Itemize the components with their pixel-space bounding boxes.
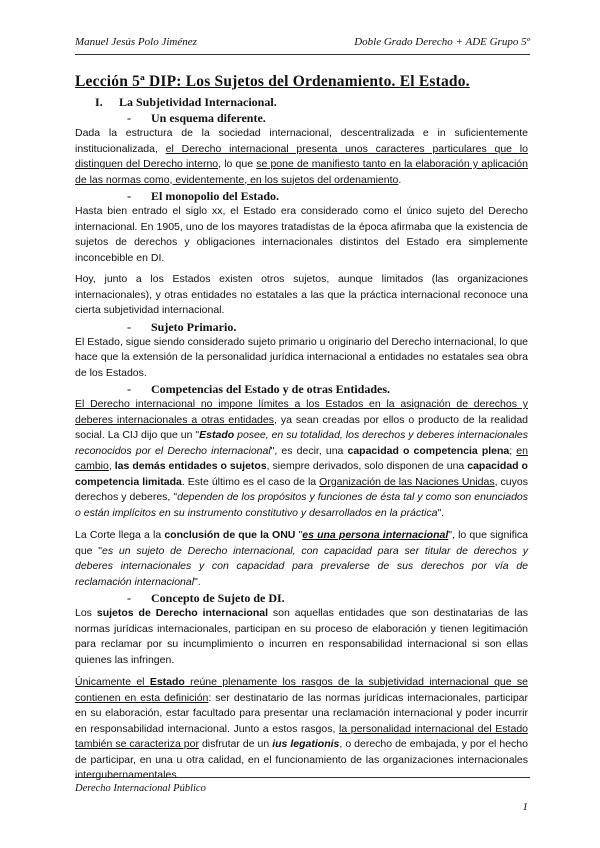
- subheading-label: El monopolio del Estado.: [151, 189, 280, 203]
- paragraph-competencias-1: El Derecho internacional no impone límites a los Estados en la asignación de derechos y deberes internacionales a otras entidades, ya sean creadas por ellos o producto de la realidad social. La CIJ dijo que un "Estado posee, en su totalidad, los derechos y deberes internacionales reconocidos por el Derecho internacional", es decir, una capacidad o competencia plena; en cambio, las demás entidades o sujetos, siempre derivados, solo disponen de una capacidad o competencia limitada. Este último es el caso de la Organización de las Naciones Unidas, cuyos derechos y deberes, "dependen de los propósitos y funciones de ésta tal y como son enunciados o están implícitos en su instrumento constitutivo y desarrollados en la práctica".: [75, 398, 529, 519]
- page-header: [75, 36, 530, 52]
- subheading-label: Competencias del Estado y de otras Entidades.: [151, 382, 391, 396]
- section-number: I.: [95, 95, 103, 109]
- section-label: La Subjetividad Internacional.: [119, 95, 277, 109]
- header-author: Manuel Jesús Polo Jiménez: [75, 36, 197, 48]
- subheading-label: Un esquema diferente.: [151, 111, 266, 125]
- header-course: Doble Grado Derecho + ADE Grupo 5º: [354, 36, 530, 48]
- subheading-label: Sujeto Primario.: [151, 319, 237, 334]
- section-heading: [95, 94, 528, 110]
- footer-rule: [75, 777, 530, 778]
- paragraph-concepto-2: Únicamente el Estado reúne plenamente los rasgos de la subjetividad internacional que se contienen en esta definición: ser destinatario de las normas jurídicas internacionales, participar en su elaboración, estar facultado para presentar una reclamación internacional y poder incurrir en responsabilidad internacional. Junto a estos rasgos, la personalidad internacional del Estado también se caracteriza por disfrutar de un ius legationis, o derecho de embajada, y por el hecho de participar, en una u otra calidad, en el funcionamiento de las organizaciones internacionales intergubernamentales.: [75, 676, 528, 781]
- subheading-label: Concepto de Sujeto de DI.: [151, 591, 285, 605]
- paragraph-concepto-1: Los sujetos de Derecho internacional son aquellas entidades que son destinatarias de las normas jurídicas internacionales, participan en su proceso de elaboración y tienen legitimación para reclamar por su incumplimiento o incurren en responsabilidad internacional si son ellas quienes las infringen.: [75, 607, 528, 666]
- subheading-monopolio: - El monopolio del Estado.: [127, 189, 280, 203]
- footer-subject: Derecho Internacional Público: [75, 783, 206, 794]
- paragraph-monopolio-2: Hoy, junto a los Estados existen otros sujetos, aunque limitados (las organizaciones internacionales), y otras entidades no estatales a las que la práctica internacional reconoce una cierta subjetividad internacional.: [75, 273, 528, 316]
- paragraph-monopolio-1: Hasta bien entrado el siglo xx, el Estado era considerado como el único sujeto del Derecho internacional. En 1905, uno de los mayores tratadistas de la época afirmaba que la existencia de sujetos de derechos y obligaciones internacionales distintos del Estado era simplemente inconcebible en DI.: [75, 205, 528, 264]
- subheading-concepto: - Concepto de Sujeto de DI.: [127, 591, 285, 605]
- subheading-sujeto-primario: - Sujeto Primario.: [127, 319, 237, 334]
- paragraph-sujeto-primario: El Estado, sigue siendo considerado sujeto primario u originario del Derecho internacional, lo que hace que la extensión de la personalidad jurídica internacional a entidades no estatales sea obra de los Estados.: [75, 335, 528, 379]
- paragraph-competencias-2: La Corte llega a la conclusión de que la ONU "es una persona internacional", lo que significa que "es un sujeto de Derecho internacional, con capacidad para ser titular de derechos y deberes internacionales y con capacidad para prevalerse de sus derechos por vía de reclamación internacional".: [75, 529, 528, 588]
- header-rule: [75, 54, 530, 55]
- lesson-title: Lección 5ª DIP: Los Sujetos del Ordenamiento. El Estado.: [75, 73, 470, 90]
- page-number: 1: [522, 801, 528, 813]
- paragraph-esquema: Dada la estructura de la sociedad internacional, descentralizada e in suficientemente institucionalizada, el Derecho internacional presenta unos caracteres particulares que lo distinguen del Derecho interno, lo que se pone de manifiesto tanto en la elaboración y aplicación de las normas como, evidentemente, en los sujetos del ordenamiento.: [75, 127, 528, 186]
- subheading-esquema: - Un esquema diferente.: [127, 111, 266, 125]
- subheading-competencias: - Competencias del Estado y de otras Entidades.: [127, 382, 391, 396]
- document-body: [75, 72, 528, 784]
